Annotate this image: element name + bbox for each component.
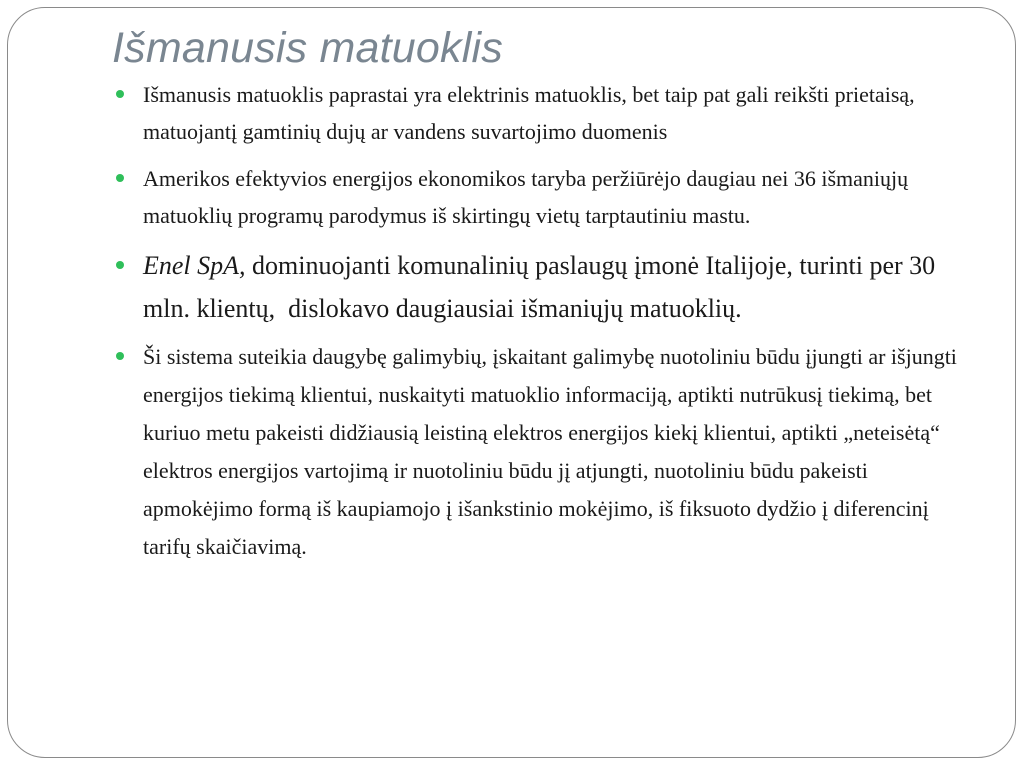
bullet-dot-icon <box>116 90 124 98</box>
bullet-item <box>116 160 976 234</box>
bullet-item <box>116 338 976 566</box>
bullet-dot-icon <box>116 352 124 360</box>
bullet-list <box>116 76 976 566</box>
bullet-text: Ši sistema suteikia daugybę galimybių, įskaitant galimybę nuotoliniu būdu įjungti ar išjungti energijos tiekimą klientui, nuskaityti matuoklio informaciją, aptikti nutrūkusį tiekimą, bet kuriuo metu pakeisti didžiausią leistiną elektros energijos kiekį klientui, aptikti „neteisėtą“ elektros energijos vartojimą ir nuotoliniu būdu jį atjungti, nuotoliniu būdu pakeisti apmokėjimo formą iš kaupiamojo į išankstinio mokėjimo, iš fiksuoto dydžio į diferencinį tarifų skaičiavimą. <box>143 344 957 559</box>
slide-title: Išmanusis matuoklis <box>112 24 503 72</box>
bullet-text: dominuojanti komunalinių paslaugų įmonė Italijoje, turinti per 30 mln. klientų, dislokavo daugiausiai išmaniųjų matuoklių. <box>143 251 942 323</box>
bullet-dot-icon <box>116 174 124 182</box>
bullet-item <box>116 244 976 330</box>
bullet-italic-lead: Enel SpA, <box>143 251 246 280</box>
bullet-text: Amerikos efektyvios energijos ekonomikos taryba peržiūrėjo daugiau nei 36 išmaniųjų matuoklių programų parodymus iš skirtingų vietų tarptautiniu mastu. <box>143 166 909 228</box>
bullet-dot-icon <box>116 261 124 269</box>
bullet-text: Išmanusis matuoklis paprastai yra elektrinis matuoklis, bet taip pat gali reikšti prietaisą, matuojantį gamtinių dujų ar vandens suvartojimo duomenis <box>143 82 915 144</box>
bullet-item <box>116 76 976 150</box>
